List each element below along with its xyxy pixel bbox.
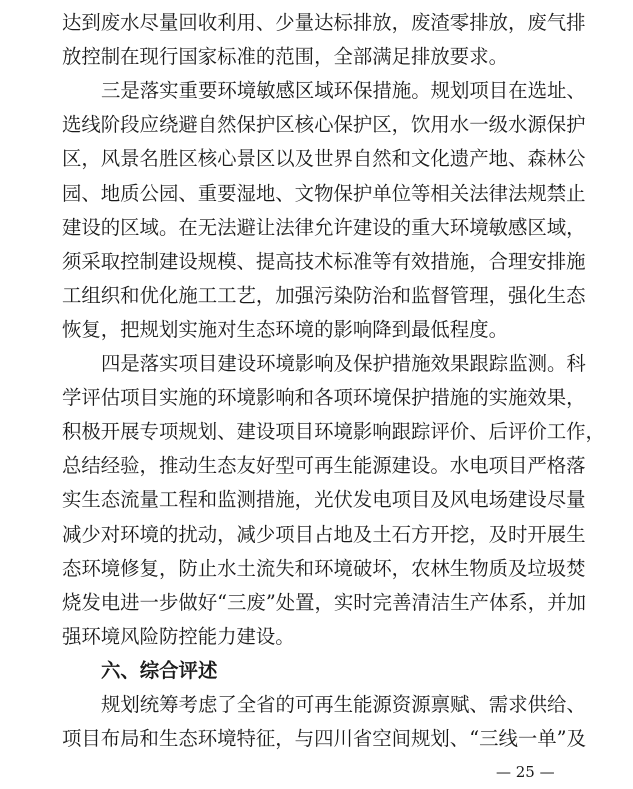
text-line: 实生态流量工程和监测措施，光伏发电项目及风电场建设尽量 bbox=[62, 488, 586, 511]
paragraph-first-line: 规划统筹考虑了全省的可再生能源资源禀赋、需求供给、 bbox=[101, 693, 586, 716]
text-line: 学评估项目实施的环境影响和各项环境保护措施的实施效果， bbox=[62, 386, 586, 409]
text-line: 达到废水尽量回收利用、少量达标排放，废渣零排放，废气排 bbox=[62, 11, 586, 34]
text-line: 建设的区域。在无法避让法律允许建设的重大环境敏感区域， bbox=[62, 216, 586, 239]
text-line: 须采取控制建设规模、提高技术标准等有效措施，合理安排施 bbox=[62, 250, 586, 273]
text-line: 强环境风险防控能力建设。 bbox=[62, 625, 295, 648]
section-heading: 六、综合评述 bbox=[101, 659, 218, 682]
text-line: 区，风景名胜区核心景区以及世界自然和文化遗产地、森林公 bbox=[62, 147, 586, 170]
paragraph-first-line: 四是落实项目建设环境影响及保护措施效果跟踪监测。科 bbox=[101, 352, 586, 375]
text-line: 总结经验，推动生态友好型可再生能源建设。水电项目严格落 bbox=[62, 454, 586, 477]
text-line: 工组织和优化施工工艺，加强污染防治和监督管理，强化生态 bbox=[62, 284, 586, 307]
text-line: 烧发电进一步做好“三废”处置，实时完善清洁生产体系，并加 bbox=[62, 591, 586, 614]
text-line: 放控制在现行国家标准的范围，全部满足排放要求。 bbox=[62, 45, 508, 68]
text-line: 项目布局和生态环境特征，与四川省空间规划、“三线一单”及 bbox=[62, 727, 586, 750]
text-line: 园、地质公园、重要湿地、文物保护单位等相关法律法规禁止 bbox=[62, 182, 586, 205]
page-number: — 25 — bbox=[496, 763, 555, 781]
paragraph-first-line: 三是落实重要环境敏感区域环保措施。规划项目在选址、 bbox=[101, 79, 586, 102]
text-line: 减少对环境的扰动，减少项目占地及土石方开挖，及时开展生 bbox=[62, 523, 586, 546]
text-line: 恢复，把规划实施对生态环境的影响降到最低程度。 bbox=[62, 318, 508, 341]
text-line: 选线阶段应绕避自然保护区核心保护区，饮用水一级水源保护 bbox=[62, 113, 586, 136]
text-line: 态环境修复，防止水土流失和环境破坏，农林生物质及垃圾焚 bbox=[62, 557, 586, 580]
text-line: 积极开展专项规划、建设项目环境影响跟踪评价、后评价工作， bbox=[62, 420, 605, 443]
